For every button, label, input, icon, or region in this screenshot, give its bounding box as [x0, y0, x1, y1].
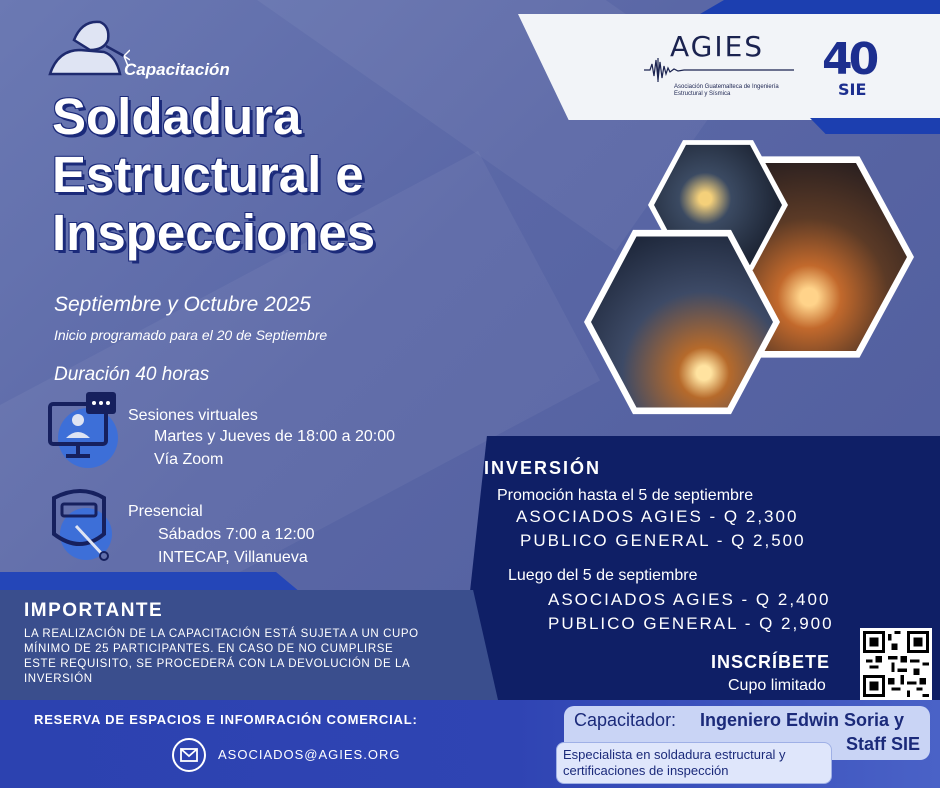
anniversary-logo	[818, 28, 888, 106]
qr-code[interactable]	[860, 628, 932, 700]
price-public-regular: PUBLICO GENERAL - Q 2,900	[548, 614, 834, 633]
monitor-user-icon	[46, 392, 126, 472]
trainer-staff: Staff SIE	[846, 734, 921, 754]
register-cta: INSCRÍBETE	[711, 652, 831, 672]
title-line: Estructural e	[52, 146, 364, 203]
presencial-location: INTECAP, Villanueva	[158, 549, 308, 566]
title-line: Soldadura	[52, 88, 302, 145]
welding-mask-icon	[46, 484, 116, 562]
duration: Duración 40 horas	[54, 364, 210, 385]
promo-heading: Promoción hasta el 5 de septiembre	[497, 487, 754, 504]
agies-logo	[644, 28, 794, 108]
price-public-promo: PUBLICO GENERAL - Q 2,500	[520, 531, 806, 550]
presencial-schedule: Sábados 7:00 a 12:00	[158, 526, 315, 543]
limited-note: Cupo limitado	[728, 677, 826, 694]
virtual-schedule: Martes y Jueves de 18:00 a 20:00	[154, 428, 396, 445]
presencial-title: Presencial	[128, 503, 203, 520]
start-date: Inicio programado para el 20 de Septiembre	[54, 327, 328, 343]
important-text: LA REALIZACIÓN DE LA CAPACITACIÓN ESTÁ SUJETA A UN CUPO MÍNIMO DE 25 PARTICIPANTES. EN CASO DE NO CUMPLIRSE ESTE REQUISITO, SE PROCEDERÁ CON LA DEVOLUCIÓN DE LA INVERSIÓN	[24, 628, 419, 685]
anniversary-label: SIE	[838, 80, 867, 99]
welder-icon	[44, 10, 130, 76]
title-line: Inspecciones	[52, 204, 376, 261]
kicker: Capacitación	[124, 60, 230, 79]
important-title: IMPORTANTE	[24, 600, 164, 621]
accent-strip	[810, 118, 940, 134]
virtual-platform: Vía Zoom	[154, 451, 224, 468]
email-link[interactable]: ASOCIADOS@AGIES.ORG	[218, 747, 401, 762]
accent-strip	[0, 572, 300, 592]
mail-icon	[172, 738, 206, 772]
regular-heading: Luego del 5 de septiembre	[508, 567, 698, 584]
agies-subtitle: Asociación Guatemalteca de Ingeniería Estructural y Sísmica	[674, 84, 779, 97]
anniversary-number: 40	[822, 34, 876, 85]
specialist-text: Especialista en soldadura estructural y certificaciones de inspección	[563, 747, 786, 778]
page-title	[52, 88, 375, 262]
trainer-label: Capacitador:	[574, 710, 677, 730]
specialist-box	[556, 742, 832, 784]
investment-title: INVERSIÓN	[484, 458, 602, 478]
price-members-promo: ASOCIADOS AGIES - Q 2,300	[516, 507, 799, 526]
price-members-regular: ASOCIADOS AGIES - Q 2,400	[548, 590, 831, 609]
accent-strip	[700, 0, 940, 14]
agies-wordmark: AGIES	[670, 30, 765, 63]
virtual-title: Sesiones virtuales	[128, 407, 258, 424]
course-dates: Septiembre y Octubre 2025	[54, 293, 311, 316]
trainer-name: Ingeniero Edwin Soria y	[700, 710, 905, 730]
reserve-heading: RESERVA DE ESPACIOS E INFOMRACIÓN COMERCIAL:	[34, 712, 418, 727]
